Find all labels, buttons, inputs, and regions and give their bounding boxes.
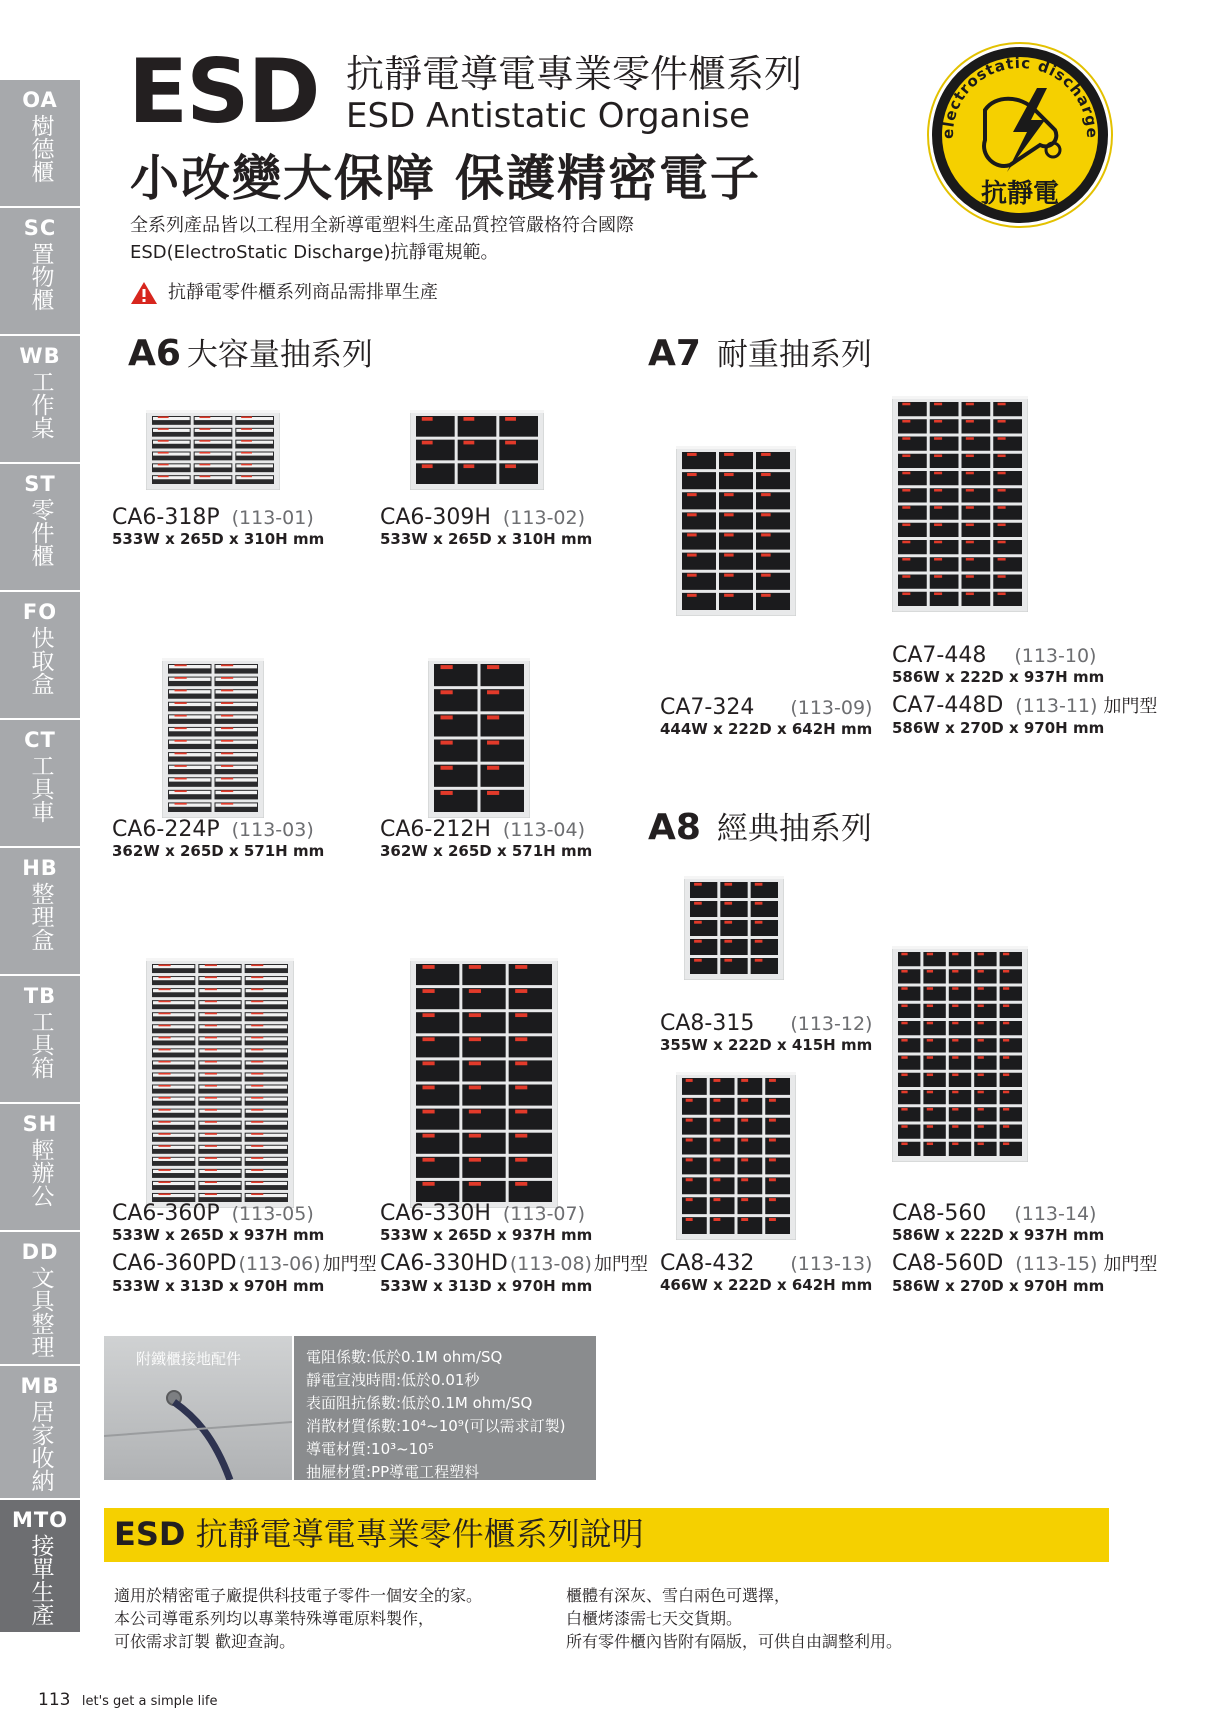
series-code: A6: [128, 333, 181, 374]
intro-line: 全系列產品皆以工程用全新導電塑料生產品質控管嚴格符合國際: [130, 215, 634, 236]
sidebar-tab-mb[interactable]: [0, 1366, 80, 1500]
sidebar-tab-fo[interactable]: [0, 592, 80, 720]
sidebar-tab-code: MTO: [11, 1508, 69, 1532]
sidebar-tab-label: 工具車: [27, 754, 54, 823]
product-dimensions: 586W x 270D x 970H mm: [892, 719, 1105, 737]
desc-line: 所有零件櫃內皆附有隔版，可供自由調整利用。: [566, 1632, 903, 1651]
product-name: CA6-360PD: [112, 1251, 237, 1276]
antistatic-badge-icon: [925, 40, 1115, 230]
product-name: CA6-309H: [380, 505, 491, 530]
sidebar-tab-code: MB: [20, 1374, 60, 1398]
product-name: CA7-448: [892, 643, 987, 668]
sidebar-tab-label: 接單生產: [27, 1534, 54, 1626]
product-name: CA8-560: [892, 1201, 987, 1226]
cabinet-image-ca7-448: [892, 396, 1028, 612]
product-ca8-432: [660, 1252, 872, 1302]
product-ca6-224p: [112, 818, 324, 868]
product-ca6-318p: [112, 506, 324, 556]
sidebar-tab-code: HB: [22, 856, 58, 880]
product-note: 加門型: [1103, 696, 1158, 717]
series-name: 耐重抽系列: [716, 337, 872, 373]
spec-line: 導電材質:10³~10⁵: [306, 1440, 434, 1458]
series-code: A8: [648, 807, 701, 848]
product-code: (113-10): [1014, 645, 1097, 667]
cabinet-image-ca8-315: [684, 876, 784, 980]
product-name: CA6-360P: [112, 1201, 220, 1226]
product-dimensions: 362W x 265D x 571H mm: [112, 842, 325, 860]
series-code: A7: [648, 333, 701, 374]
sidebar-tab-label: 工作桌: [27, 370, 54, 439]
product-ca8-560: [892, 1202, 1157, 1303]
section-title: [114, 1514, 644, 1554]
product-ca8-315: [660, 1012, 872, 1062]
sidebar-tab-hb[interactable]: [0, 848, 80, 976]
product-dimensions: 355W x 222D x 415H mm: [660, 1036, 873, 1054]
product-name: CA8-560D: [892, 1251, 1004, 1276]
product-dimensions: 586W x 222D x 937H mm: [892, 1226, 1105, 1244]
product-dimensions: 533W x 265D x 937H mm: [112, 1226, 325, 1244]
product-ca6-212h: [380, 818, 592, 868]
product-name: CA6-330H: [380, 1201, 491, 1226]
desc-line: 櫃體有深灰、雪白兩色可選擇，: [566, 1586, 791, 1605]
product-ca6-309h: [380, 506, 592, 556]
sidebar-tab-label: 工具箱: [27, 1010, 54, 1079]
section-desc-right: [566, 1584, 902, 1653]
cabinet-image-ca8-432: [676, 1072, 796, 1240]
sidebar-tab-label: 零件櫃: [27, 498, 54, 567]
page-number: 113: [38, 1690, 71, 1710]
product-dimensions: 586W x 270D x 970H mm: [892, 1277, 1105, 1295]
sidebar-tab-code: DD: [21, 1240, 59, 1264]
sidebar-tab-mto[interactable]: [0, 1500, 80, 1634]
product-dimensions: 444W x 222D x 642H mm: [660, 720, 873, 738]
sidebar-tab-code: OA: [22, 88, 58, 112]
sidebar-tab-code: TB: [23, 984, 57, 1008]
badge-label: 抗靜電: [980, 179, 1060, 209]
sidebar-tab-label: 樹德櫃: [27, 114, 54, 183]
product-code: (113-05): [231, 1203, 314, 1225]
page-title-en: ESD Antistatic Organise: [346, 96, 750, 136]
sidebar-tab-code: ST: [24, 472, 56, 496]
desc-line: 可依需求訂製 歡迎查詢。: [114, 1632, 296, 1651]
series-a8-heading: [648, 807, 872, 848]
product-code: (113-13): [790, 1253, 873, 1275]
product-name: CA8-432: [660, 1251, 755, 1276]
sidebar-tab-dd[interactable]: [0, 1232, 80, 1366]
product-code: (113-04): [502, 819, 586, 841]
series-name: 大容量抽系列: [186, 337, 373, 373]
sidebar-tab-oa[interactable]: [0, 80, 80, 208]
product-name: CA6-318P: [112, 505, 220, 530]
product-code: (113-01): [231, 507, 314, 529]
page-title-zh: 抗靜電導電專業零件櫃系列: [346, 52, 803, 96]
product-code: (113-03): [231, 819, 314, 841]
product-ca7-448: [892, 644, 1157, 745]
product-dimensions: 533W x 313D x 970H mm: [380, 1277, 593, 1295]
product-code: (113-07): [502, 1203, 586, 1225]
sidebar-tab-code: WB: [19, 344, 61, 368]
cabinet-image-ca6-224p: [162, 658, 264, 818]
section-desc-left: [114, 1584, 482, 1653]
product-code: (113-08): [509, 1253, 592, 1275]
product-code: (113-14): [1014, 1203, 1097, 1225]
sidebar-tab-code: FO: [22, 600, 58, 624]
cabinet-image-ca6-212h: [428, 658, 530, 818]
desc-line: 白櫃烤漆需七天交貨期。: [566, 1609, 743, 1628]
warning-text: 抗靜電零件櫃系列商品需排單生產: [168, 282, 438, 303]
sidebar-tab-ct[interactable]: [0, 720, 80, 848]
series-a6-heading: [128, 333, 373, 374]
product-code: (113-11): [1015, 695, 1098, 717]
desc-line: 本公司導電系列均以專業特殊導電原料製作，: [114, 1609, 435, 1628]
product-dimensions: 533W x 313D x 970H mm: [112, 1277, 325, 1295]
page-footer: [38, 1690, 217, 1710]
product-name: CA6-224P: [112, 817, 220, 842]
product-dimensions: 533W x 265D x 310H mm: [112, 530, 325, 548]
series-name: 經典抽系列: [716, 811, 872, 847]
spec-line: 電阻係數:低於0.1M ohm/SQ: [306, 1348, 503, 1366]
cabinet-image-ca6-330h: [410, 958, 558, 1208]
product-name: CA6-212H: [380, 817, 491, 842]
product-name: CA7-448D: [892, 693, 1004, 718]
series-a7-heading: [648, 333, 872, 374]
sidebar-tab-code: SH: [22, 1112, 58, 1136]
sidebar-tab-wb[interactable]: [0, 336, 80, 464]
desc-line: 適用於精密電子廠提供科技電子零件一個安全的家。: [114, 1586, 483, 1605]
sidebar-tab-label: 快取盒: [27, 626, 54, 695]
intro-description: [130, 212, 634, 266]
product-note: 加門型: [593, 1254, 648, 1275]
badge-arc-text: electrostatic discharge: [938, 53, 1102, 140]
product-name: CA8-315: [660, 1011, 755, 1036]
product-name: CA6-330HD: [380, 1251, 508, 1276]
spec-line: 靜電宣洩時間:低於0.01秒: [306, 1371, 480, 1389]
sidebar-tab-label: 居家收納: [27, 1400, 54, 1492]
product-dimensions: 362W x 265D x 571H mm: [380, 842, 593, 860]
slogan: 小改變大保障 保護精密電子: [130, 150, 762, 207]
product-code: (113-12): [790, 1013, 873, 1035]
spec-line: 抽屜材質:PP導電工程塑料: [306, 1463, 480, 1481]
sidebar-tab-st[interactable]: [0, 464, 80, 592]
product-note: 加門型: [1103, 1254, 1158, 1275]
product-dimensions: 533W x 265D x 310H mm: [380, 530, 593, 548]
product-dimensions: 586W x 222D x 937H mm: [892, 668, 1105, 686]
product-ca6-330h: [380, 1202, 648, 1303]
sidebar-tab-label: 整理盒: [27, 882, 54, 951]
product-dimensions: 466W x 222D x 642H mm: [660, 1276, 873, 1294]
sidebar-tab-sc[interactable]: [0, 208, 80, 336]
grounding-accessory-label: 附鐵櫃接地配件: [136, 1350, 242, 1368]
cabinet-image-ca8-560: [892, 946, 1028, 1162]
sidebar-tab-label: 輕辦公: [27, 1138, 54, 1207]
product-dimensions: 533W x 265D x 937H mm: [380, 1226, 593, 1244]
spec-line: 表面阻抗係數:低於0.1M ohm/SQ: [306, 1394, 533, 1412]
sidebar-tab-code: CT: [24, 728, 56, 752]
cabinet-image-ca6-309h: [410, 410, 544, 490]
product-code: (113-09): [790, 697, 873, 719]
product-name: CA7-324: [660, 695, 755, 720]
sidebar-tab-sh[interactable]: [0, 1104, 80, 1232]
esd-logo-text: ESD: [128, 40, 319, 143]
cabinet-image-ca6-360p: [146, 958, 294, 1208]
product-code: (113-15): [1015, 1253, 1098, 1275]
product-ca6-360p: [112, 1202, 377, 1303]
section-title-esd: ESD: [114, 1515, 186, 1553]
section-title-text: 抗靜電導電專業零件櫃系列說明: [195, 1515, 644, 1553]
spec-line: 消散材質係數:10⁴~10⁹(可以需求訂製): [306, 1417, 566, 1435]
sidebar-tab-label: 文具整理: [27, 1266, 54, 1358]
warning-icon: [130, 281, 158, 305]
sidebar-tab-tb[interactable]: [0, 976, 80, 1104]
spec-list: [294, 1336, 596, 1480]
footer-tagline: let's get a simple life: [81, 1694, 218, 1709]
cabinet-image-ca7-324: [676, 446, 796, 616]
intro-line: ESD(ElectroStatic Discharge)抗靜電規範。: [130, 242, 499, 263]
product-ca7-324: [660, 696, 872, 746]
sidebar-tab-label: 置物櫃: [27, 242, 54, 311]
product-code: (113-06): [238, 1253, 321, 1275]
cabinet-image-ca6-318p: [146, 410, 280, 490]
product-code: (113-02): [502, 507, 586, 529]
production-warning: [130, 280, 438, 306]
product-note: 加門型: [322, 1254, 377, 1275]
sidebar-tab-code: SC: [23, 216, 57, 240]
